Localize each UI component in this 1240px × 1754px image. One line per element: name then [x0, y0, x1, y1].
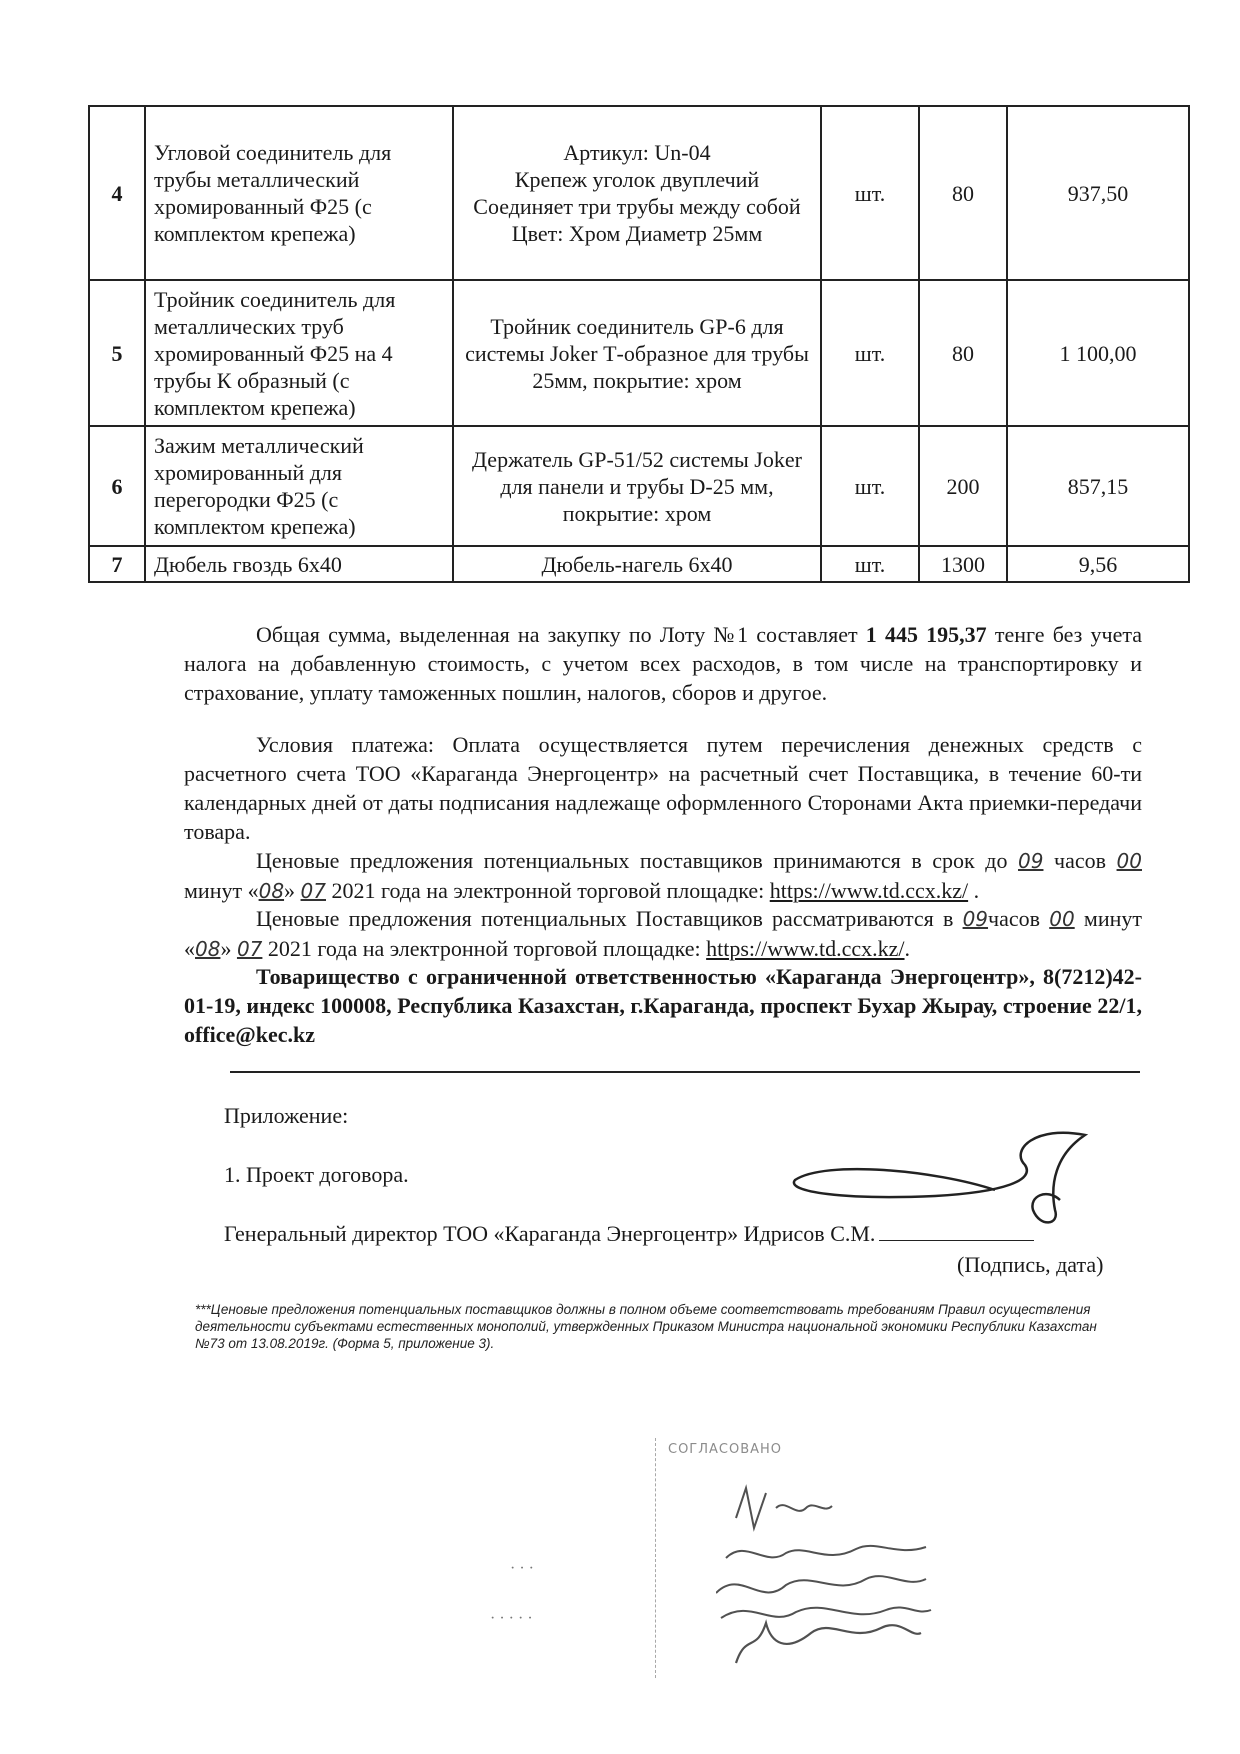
accept-text-5: 2021 года на электронной торговой площадке:	[326, 878, 770, 903]
review-text-5: 2021 года на электронной торговой площадке:	[262, 936, 707, 961]
table-row	[89, 546, 1189, 582]
accept-minute-handwritten: 00	[1116, 849, 1142, 873]
review-hour-handwritten: 09	[962, 907, 989, 931]
review-text-1: Ценовые предложения потенциальных Поставщиков рассматриваются в	[256, 906, 963, 931]
company-paragraph: Товарищество с ограниченной ответственностью «Караганда Энергоцентр», 8(7212)42-01-19, индекс 100008, Республика Казахстан, г.Караганда, проспект Бухар Жырау, строение 22/1, office@kec.kz	[184, 964, 1142, 1047]
review-text-2: часов	[988, 906, 1050, 931]
items-table	[88, 105, 1190, 583]
item-unit: шт.	[821, 106, 919, 280]
review-platform-link[interactable]: https://www.td.ccx.kz/	[706, 936, 905, 961]
payment-paragraph: Условия платежа: Оплата осуществляется путем перечисления денежных средств с расчетного счета ТОО «Караганда Энергоцентр» на расчетный счет Поставщика, в течение 60-ти календарных дней от даты подписания надлежаще оформленного Сторонами Акта приемки-передачи товара.	[184, 732, 1142, 844]
accept-text-6: .	[968, 878, 980, 903]
item-unit: шт.	[821, 280, 919, 426]
approval-signatures	[716, 1468, 956, 1678]
item-quantity: 200	[919, 426, 1007, 546]
signature-scribble	[785, 1130, 1105, 1230]
review-day-handwritten: 08	[195, 937, 221, 961]
table-row	[89, 280, 1189, 426]
description-line: Соединяет три трубы между собой	[473, 194, 801, 219]
item-price: 9,56	[1007, 546, 1189, 582]
item-price: 857,15	[1007, 426, 1189, 546]
review-paragraph	[184, 904, 1142, 964]
item-quantity: 80	[919, 106, 1007, 280]
description-line: Дюбель-нагель 6х40	[541, 551, 733, 577]
review-text-4: »	[220, 936, 237, 961]
total-paragraph	[184, 620, 1142, 707]
description-line: Тройник соединитель GP-6 для системы Joker Т-образное для трубы 25мм, покрытие: хром	[465, 313, 809, 393]
item-description	[453, 106, 821, 280]
item-description	[453, 426, 821, 546]
total-text-before: Общая сумма, выделенная на закупку по Лоту №1 составляет	[256, 622, 866, 647]
accept-month-handwritten: 07	[300, 879, 326, 903]
separator-rule	[230, 1071, 1140, 1073]
item-quantity: 1300	[919, 546, 1007, 582]
accept-text-1: Ценовые предложения потенциальных поставщиков принимаются в срок до	[256, 848, 1019, 873]
signature-blank	[879, 1240, 1034, 1241]
review-minute-handwritten: 00	[1049, 907, 1075, 931]
table-row	[89, 106, 1189, 280]
accept-text-4: »	[284, 878, 301, 903]
footnote: ***Ценовые предложения потенциальных поставщиков должны в полном объеме соответствовать требованиям Правил осуществления деятельности субъектами естественных монополий, утвержденных Приказом Министра национальной экономики Республики Казахстан №73 от 13.08.2019г. (Форма 5, приложение 3).	[195, 1302, 1097, 1351]
item-name: Зажим металлический хромированный для перегородки Ф25 (с комплектом крепежа)	[145, 426, 453, 546]
faded-stamp-mark: · · ·	[510, 1560, 534, 1577]
signature-caption: (Подпись, дата)	[957, 1252, 1104, 1277]
accept-text-2: часов	[1043, 848, 1117, 873]
items-table-body	[89, 106, 1189, 582]
accept-platform-link[interactable]: https://www.td.ccx.kz/	[769, 878, 969, 903]
item-name: Угловой соединитель для трубы металлический хромированный Ф25 (с комплектом крепежа)	[145, 106, 453, 280]
director-name: Генеральный директор ТОО «Караганда Энергоцентр» Идрисов С.М.	[224, 1221, 876, 1246]
total-amount: 1 445 195,37	[865, 622, 987, 647]
accept-day-handwritten: 08	[258, 879, 285, 903]
appendix-title: Приложение:	[224, 1103, 349, 1128]
item-name: Дюбель гвоздь 6х40	[145, 546, 453, 582]
review-text-6: .	[904, 936, 911, 961]
accept-paragraph	[184, 846, 1142, 906]
item-unit: шт.	[821, 426, 919, 546]
description-line: Артикул: Un-04	[563, 140, 711, 165]
item-description	[453, 280, 821, 426]
row-number: 7	[89, 546, 145, 582]
row-number: 5	[89, 280, 145, 426]
faded-stamp-mark-2: · · · · ·	[490, 1610, 533, 1627]
item-description	[453, 546, 821, 582]
item-name: Тройник соединитель для металлических труб хромированный Ф25 на 4 трубы К образный (с комплектом крепежа)	[145, 280, 453, 426]
row-number: 4	[89, 106, 145, 280]
item-price: 1 100,00	[1007, 280, 1189, 426]
accept-text-3: минут «	[184, 878, 259, 903]
review-month-handwritten: 07	[236, 937, 263, 961]
review-text-3: минут «	[184, 906, 1142, 961]
appendix-item: 1. Проект договора.	[224, 1162, 409, 1187]
description-line: Держатель GP-51/52 системы Joker для панели и трубы D-25 мм, покрытие: хром	[472, 446, 802, 526]
item-price: 937,50	[1007, 106, 1189, 280]
row-number: 6	[89, 426, 145, 546]
accept-hour-handwritten: 09	[1018, 849, 1044, 873]
stamp-title: СОГЛАСОВАНО	[668, 1442, 783, 1457]
item-quantity: 80	[919, 280, 1007, 426]
total-text-after: тенге без учета налога на добавленную стоимость, с учетом всех расходов, в том числе на транспортировку и страхование, уплату таможенных пошлин, налогов, сборов и другое.	[184, 622, 1143, 705]
table-row	[89, 426, 1189, 546]
description-line: Крепеж уголок двуплечий	[514, 167, 760, 192]
description-line: Цвет: Хром Диаметр 25мм	[511, 221, 763, 246]
approval-stamp	[655, 1438, 956, 1678]
item-unit: шт.	[821, 546, 919, 582]
